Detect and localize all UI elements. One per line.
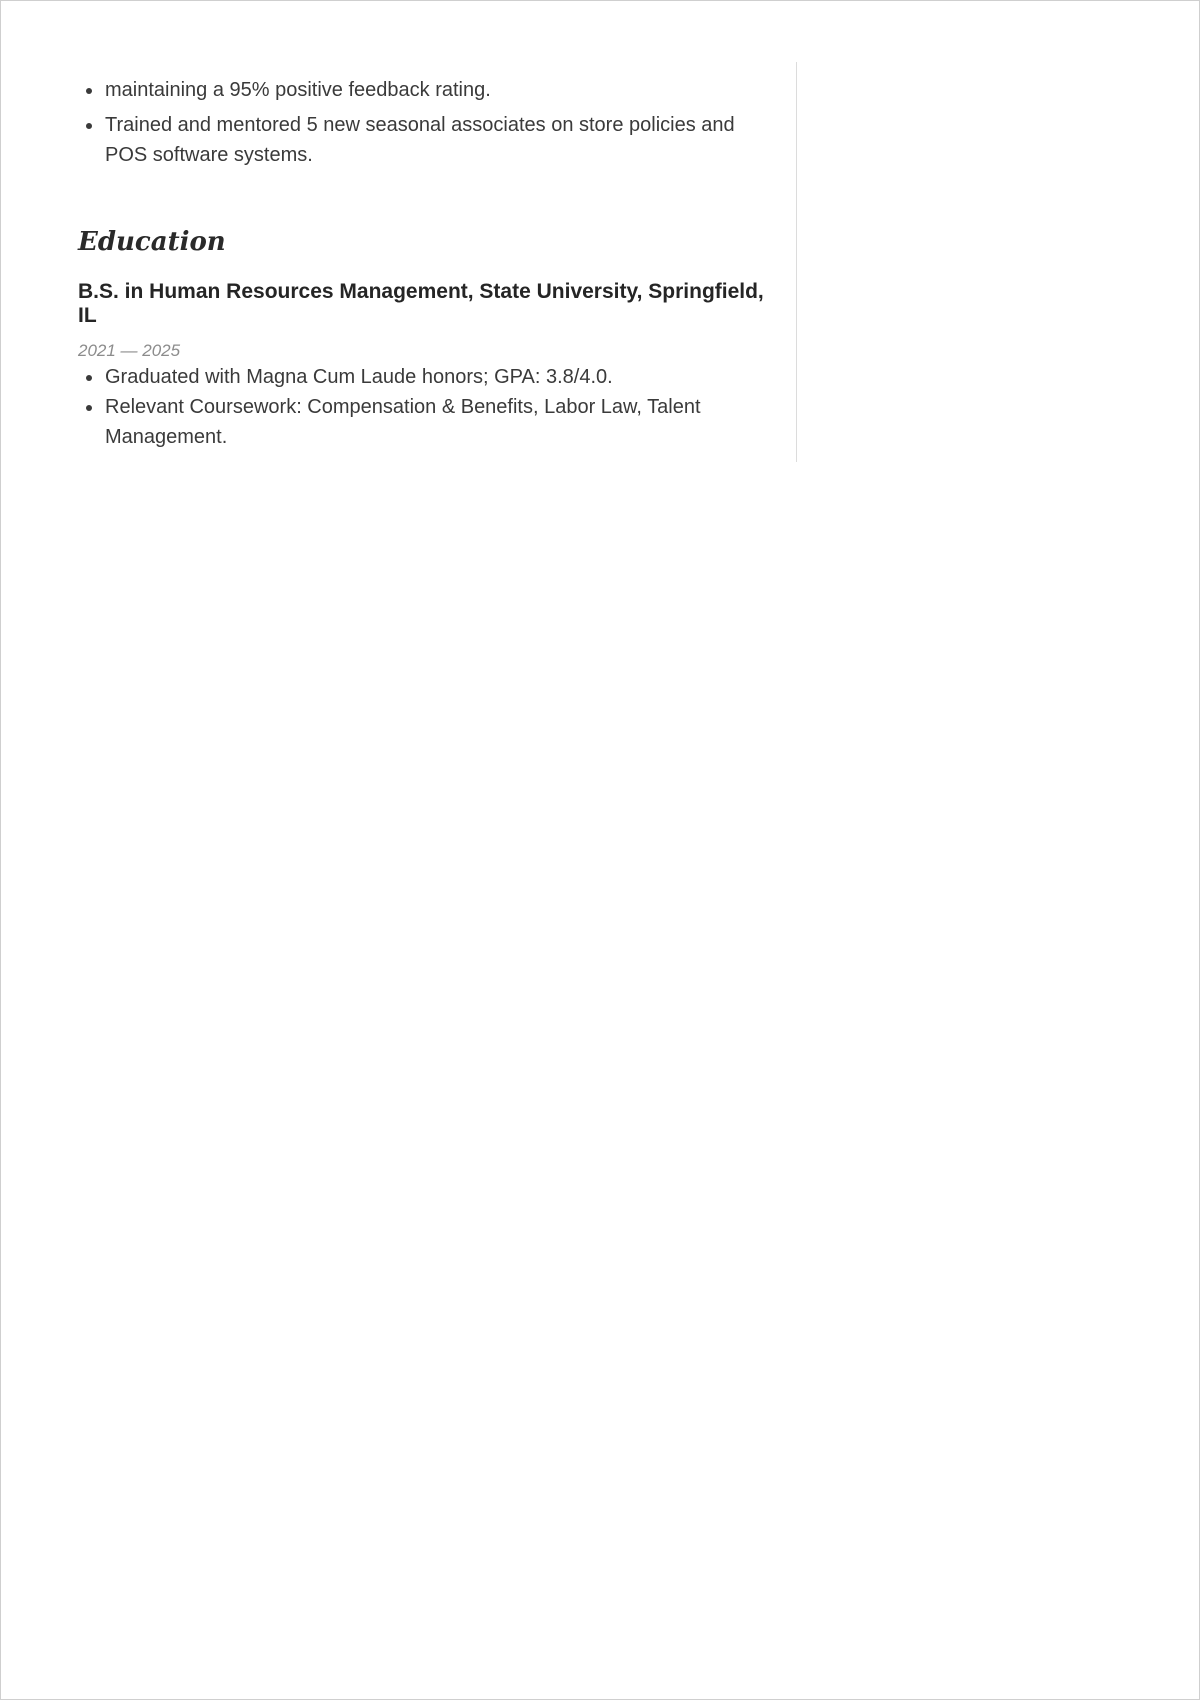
experience-bullet: maintaining a 95% positive feedback rating.	[105, 75, 768, 105]
education-heading: Education	[78, 227, 226, 257]
education-bullet: Relevant Coursework: Compensation & Benefits, Labor Law, Talent Management.	[105, 392, 768, 452]
experience-bullet: Trained and mentored 5 new seasonal associates on store policies and POS software systems.	[105, 110, 768, 170]
column-divider	[796, 62, 797, 462]
education-bullet: Graduated with Magna Cum Laude honors; GPA: 3.8/4.0.	[105, 362, 768, 392]
degree-title: B.S. in Human Resources Management, State University, Springfield, IL	[78, 280, 764, 327]
experience-bullet-list	[78, 75, 768, 170]
education-bullet-list	[78, 362, 768, 452]
education-dates: 2021 — 2025	[78, 341, 181, 360]
main-column	[78, 75, 768, 452]
